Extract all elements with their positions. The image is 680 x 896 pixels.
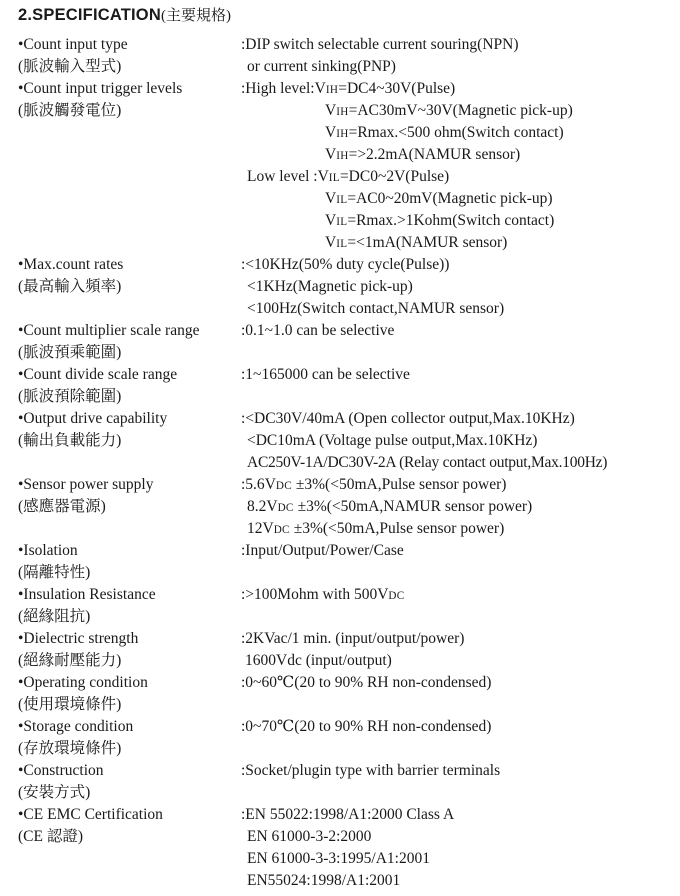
spec-value-line: :<10KHz(50% duty cycle(Pulse)) (241, 256, 450, 273)
spec-label-en: •Insulation Resistance (18, 586, 156, 603)
spec-value-line: :DIP switch selectable current souring(NPN) (241, 36, 519, 53)
spec-label-zh: (存放環境條件) (18, 740, 122, 757)
spec-label-en: •Operating condition (18, 674, 148, 691)
spec-label-en: •CE EMC Certification (18, 806, 163, 823)
section-title: 2.SPECIFICATION (18, 6, 161, 24)
spec-label-zh: (最高輸入頻率) (18, 278, 122, 295)
spec-label-zh: (脈波輸入型式) (18, 58, 122, 75)
spec-value-line: VIH=AC30mV~30V(Magnetic pick-up) (325, 102, 573, 119)
section-subtitle: (主要規格) (160, 8, 231, 24)
spec-label-zh: (脈波觸發電位) (18, 102, 122, 119)
spec-value-line: :High level:VIH=DC4~30V(Pulse) (241, 80, 456, 97)
spec-label-en: •Count divide scale range (18, 366, 178, 383)
spec-label-en: •Construction (18, 762, 104, 779)
spec-label-zh: (CE 認證) (18, 828, 84, 845)
spec-label (18, 804, 243, 848)
spec-value-line: <1KHz(Magnetic pick-up) (247, 278, 413, 295)
spec-label-en: •Dielectric strength (18, 630, 139, 647)
spec-value-line: :EN 55022:1998/A1:2000 Class A (241, 806, 455, 823)
spec-label-en: •Max.count rates (18, 256, 124, 273)
spec-label (18, 364, 243, 408)
spec-value-line: VIH=>2.2mA(NAMUR sensor) (325, 146, 521, 163)
spec-label (18, 584, 243, 628)
spec-value-line: :<DC30V/40mA (Open collector output,Max.10KHz) (241, 410, 575, 427)
spec-value-line: :5.6VDC ±3%(<50mA,Pulse sensor power) (241, 476, 507, 493)
spec-label-en: •Count input type (18, 36, 128, 53)
spec-label-zh: (絕緣阻抗) (18, 608, 91, 625)
spec-value-line: :Input/Output/Power/Case (241, 542, 404, 559)
spec-label-en: •Storage condition (18, 718, 134, 735)
spec-label-zh: (脈波預除範圍) (18, 388, 122, 405)
spec-value-line: EN55024:1998/A1:2001 (247, 872, 401, 889)
spec-value-line: 8.2VDC ±3%(<50mA,NAMUR sensor power) (247, 498, 533, 515)
spec-value-line: VIH=Rmax.<500 ohm(Switch contact) (325, 124, 564, 141)
spec-label-en: •Count multiplier scale range (18, 322, 200, 339)
spec-value-line: :0.1~1.0 can be selective (241, 322, 395, 339)
spec-value-line: <100Hz(Switch contact,NAMUR sensor) (247, 300, 505, 317)
spec-value-line: :>100Mohm with 500VDC (241, 586, 405, 603)
spec-label (18, 34, 243, 78)
spec-label-zh: (輸出負載能力) (18, 432, 122, 449)
spec-value-line: 1600Vdc (input/output) (245, 652, 392, 669)
spec-label-zh: (脈波預乘範圍) (18, 344, 122, 361)
spec-label (18, 760, 243, 804)
spec-label (18, 320, 243, 364)
spec-label-en: •Sensor power supply (18, 476, 154, 493)
spec-value-line: VIL=<1mA(NAMUR sensor) (325, 234, 508, 251)
spec-label (18, 540, 243, 584)
spec-label-zh: (絕緣耐壓能力) (18, 652, 122, 669)
spec-value-line: VIL=Rmax.>1Kohm(Switch contact) (325, 212, 555, 229)
spec-label (18, 474, 243, 518)
spec-label (18, 716, 243, 760)
spec-value-line: AC250V-1A/DC30V-2A (Relay contact output,Max.100Hz) (247, 454, 608, 471)
spec-value-line: 12VDC ±3%(<50mA,Pulse sensor power) (247, 520, 505, 537)
spec-value-line: VIL=AC0~20mV(Magnetic pick-up) (325, 190, 553, 207)
spec-value-line: EN 61000-3-3:1995/A1:2001 (247, 850, 430, 867)
spec-value-line: or current sinking(PNP) (247, 58, 396, 75)
spec-label-zh: (安裝方式) (18, 784, 91, 801)
spec-label-zh: (使用環境條件) (18, 696, 122, 713)
spec-value-line: Low level :VIL=DC0~2V(Pulse) (247, 168, 450, 185)
spec-label (18, 408, 243, 452)
spec-label (18, 672, 243, 716)
spec-label-zh: (隔離特性) (18, 564, 91, 581)
spec-label-en: •Output drive capability (18, 410, 168, 427)
spec-value-line: :2KVac/1 min. (input/output/power) (241, 630, 465, 647)
spec-label (18, 254, 243, 298)
spec-value-line: :Socket/plugin type with barrier terminals (241, 762, 501, 779)
spec-label-en: •Isolation (18, 542, 78, 559)
spec-label-en: •Count input trigger levels (18, 80, 183, 97)
spec-label-zh: (感應器電源) (18, 498, 106, 515)
spec-value-line: EN 61000-3-2:2000 (247, 828, 372, 845)
spec-value-line: :0~60℃(20 to 90% RH non-condensed) (241, 674, 492, 691)
spec-label (18, 78, 243, 122)
spec-value-line: :0~70℃(20 to 90% RH non-condensed) (241, 718, 492, 735)
spec-value-line: :1~165000 can be selective (241, 366, 410, 383)
section-heading (18, 4, 231, 26)
spec-label (18, 628, 243, 672)
spec-value-line: <DC10mA (Voltage pulse output,Max.10KHz) (247, 432, 538, 449)
